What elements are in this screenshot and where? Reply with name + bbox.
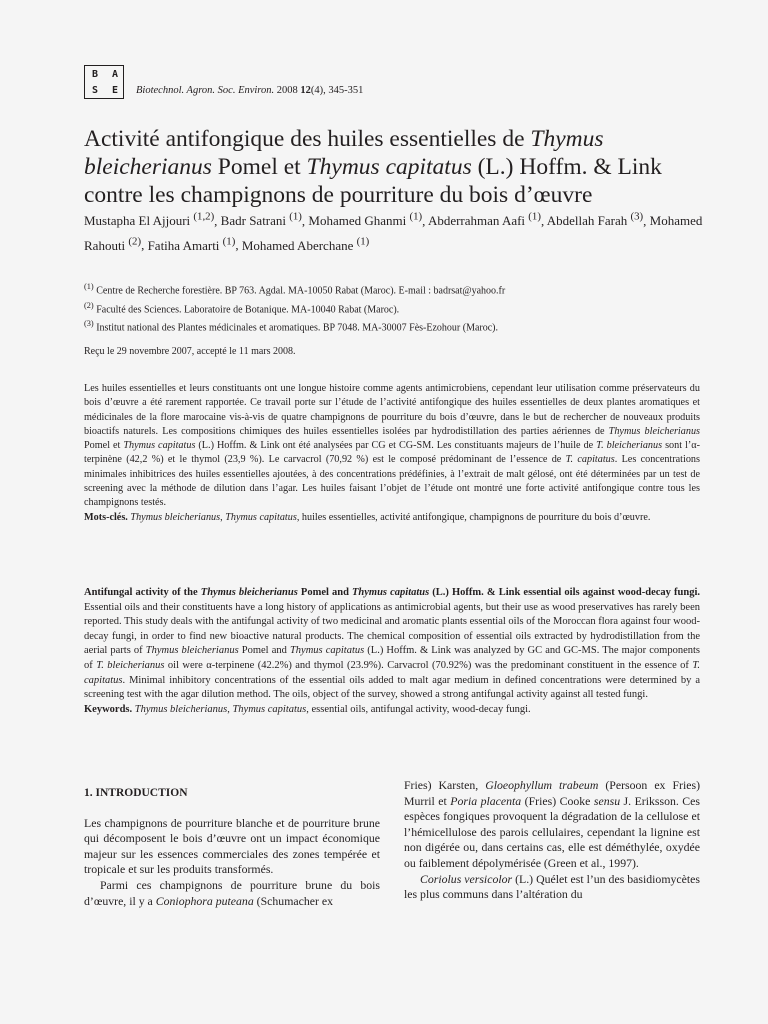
affiliations	[84, 280, 724, 336]
author: Mohamed Aberchane $^{(1)}$	[241, 235, 370, 253]
author: Mohamed Ghanmi $^{(1)}$	[308, 211, 423, 229]
column-right	[404, 778, 700, 903]
author: Mohamed Rahouti $^{(2)}$	[84, 213, 703, 253]
author: Abderrahman Aafi $^{(1)}$	[427, 211, 541, 229]
column-left	[84, 786, 380, 909]
affiliation: $^{(1)}$ Centre de Recherche forestière. BP 763. Agdal. MA-10050 Rabat (Maroc). E-mail : badrsat@yahoo.fr	[84, 282, 506, 297]
journal-year: 2008	[276, 85, 298, 96]
journal-logo	[84, 65, 124, 99]
journal-name: Biotechnol. Agron. Soc. Environ.	[136, 85, 275, 96]
journal-issue-pages: (4), 345-351	[310, 85, 364, 96]
abstract-english-title: Antifungal activity of the Thymus bleicherianus Pomel and Thymus capitatus (L.) Hoffm. & Link essential oils against wood-decay fungi.	[84, 587, 700, 598]
keywords-french: Mots-clés. Thymus bleicherianus, Thymus capitatus, huiles essentielles, activité antifongique, champignons de pourriture du bois d’œuvre.	[84, 511, 651, 523]
affiliation: $^{(2)}$ Faculté des Sciences. Laboratoire de Botanique. MA-10040 Rabat (Maroc).	[84, 300, 400, 316]
paragraph: Parmi ces champignons de pourriture brune du bois d’œuvre, il y a Coniophora puteana (Schumacher ex	[84, 877, 380, 908]
paragraph: Coriolus versicolor (L.) Quélet est l’un des basidiomycètes les plus communs dans l’altération du	[404, 871, 700, 902]
author: Fatiha Amarti $^{(1)}$	[147, 235, 236, 253]
section-heading: 1. INTRODUCTION	[84, 787, 188, 799]
logo-letter: B	[91, 69, 99, 80]
affiliation: $^{(3)}$ Institut national des Plantes médicinales et aromatiques. BP 7048. MA-30007 Fès-Ezohour (Maroc).	[84, 319, 498, 334]
keywords-english: Keywords. Thymus bleicherianus, Thymus capitatus, essential oils, antifungal activity, wood-decay fungi.	[84, 703, 531, 715]
author: Badr Satrani $^{(1)}$	[220, 211, 302, 229]
abstract-english: Antifungal activity of the Thymus bleicherianus Pomel and Thymus capitatus (L.) Hoffm. & Link essential oils against wood-decay fungi. Essential oils and their constituents have a long history of applications as antimicrobial agents, but their use as wood preservatives has rarely been reported. This study deals with the antifungal activity of two medicinal and aromatic plants essential oils of the Moroccan flora against four wood-decay fungi, in order to find new bioactive natural products. The chemical composition of essential oils extracted by hydrodistillation from the aerial parts of Thymus bleicherianus Pomel and Thymus capitatus (L.) Hoffm. & Link was analyzed by GC and GC-MS. The major components of T. bleicherianus oil were α-terpinene (42.2%) and thymol (23.9%). Carvacrol (70.92%) was the predominant constituent in the essence of T. capitatus. Minimal inhibitory concentrations of the essential oils added to malt agar medium in defined concentrations were determined by a screening test with the agar dilution method. The oils, object of the survey, showed a strong antifungal activity against all tested fungi. Keywords. Thymus bleicherianus, Thymus capitatus, essential oils, antifungal activity, wood-decay fungi.	[84, 586, 700, 717]
logo-letter: A	[111, 69, 119, 80]
logo-letter: E	[111, 85, 119, 96]
author-list: Mustapha El Ajjouri $^{(1,2)}$, Badr Satrani $^{(1)}$, Mohamed Ghanmi $^{(1)}$, Abderrahman Aafi $^{(1)}$, Abdellah Farah $^{(3)}$, Mohamed Rahouti $^{(2)}$, Fatiha Amarti $^{(1)}$, Mohamed Aberchane $^{(1)}$	[84, 211, 703, 253]
journal-volume: 12	[300, 85, 311, 96]
author: Mustapha El Ajjouri $^{(1,2)}$	[84, 211, 215, 229]
article-title: Activité antifongique des huiles essentielles de Thymus bleicherianus Pomel et Thymus capitatus (L.) Hoffm. & Link contre les champignons de pourriture du bois d’œuvre	[84, 126, 662, 208]
paragraph: Les champignons de pourriture blanche et de pourriture brune qui décomposent le bois d’œuvre ont un impact économique majeur sur les essences commerciales des zones tempérée et tropicale et sur les produits transformés.	[84, 815, 380, 877]
paragraph: Fries) Karsten, Gloeophyllum trabeum (Persoon ex Fries) Murril et Poria placenta (Fries) Cooke sensu J. Eriksson. Ces espèces fongiques provoquent la dégradation de la cellulose et l’hémicellulose des parois cellulaires, cependant la lignine est non digérée ou, dans certains cas, elle est déméthylée, oxydée ou faiblement dépolymérisée (Green et al., 1997).	[404, 778, 700, 870]
logo-letter: S	[91, 85, 99, 96]
abstract-french: Les huiles essentielles et leurs constituants ont une longue histoire comme agents antimicrobiens, cependant leur utilisation comme préservateurs du bois d’œuvre a été rarement rapportée. Ce travail porte sur l’étude de l’activité antifongique des huiles essentielles de deux plantes aromatiques et médicinales de la flore marocaine vis-à-vis de quatre champignons de pourriture du bois d’œuvre, dans le but de rechercher de nouveaux produits bioactifs naturels. Les compositions chimiques des huiles essentielles isolées par hydrodistillation des parties aériennes de Thymus bleicherianus Pomel et Thymus capitatus (L.) Hoffm. & Link ont été analysées par CG et CG-SM. Les constituants majeurs de l’huile de T. bleicherianus sont l’α-terpinène (42,2 %) et le thymol (23,9 %). Le carvacrol (70,92 %) est le composé prédominant de l’essence de T. capitatus. Les concentrations minimales inhibitrices des huiles essentielles ajoutées, à des concentrations prédéfinies, à l’extrait de malt gélosé, ont été déterminées par un test de screening avec la méthode de dilution dans l’agar. Les huiles faisant l’objet de l’étude ont montré une forte activité antifongique contre tous les champignons testés. Mots-clés. Thymus bleicherianus, Thymus capitatus, huiles essentielles, activité antifongique, champignons de pourriture du bois d’œuvre.	[84, 382, 700, 525]
journal-citation	[136, 85, 363, 96]
received-date: Reçu le 29 novembre 2007, accepté le 11 mars 2008.	[84, 346, 296, 357]
author: Abdellah Farah $^{(3)}$	[546, 211, 644, 229]
